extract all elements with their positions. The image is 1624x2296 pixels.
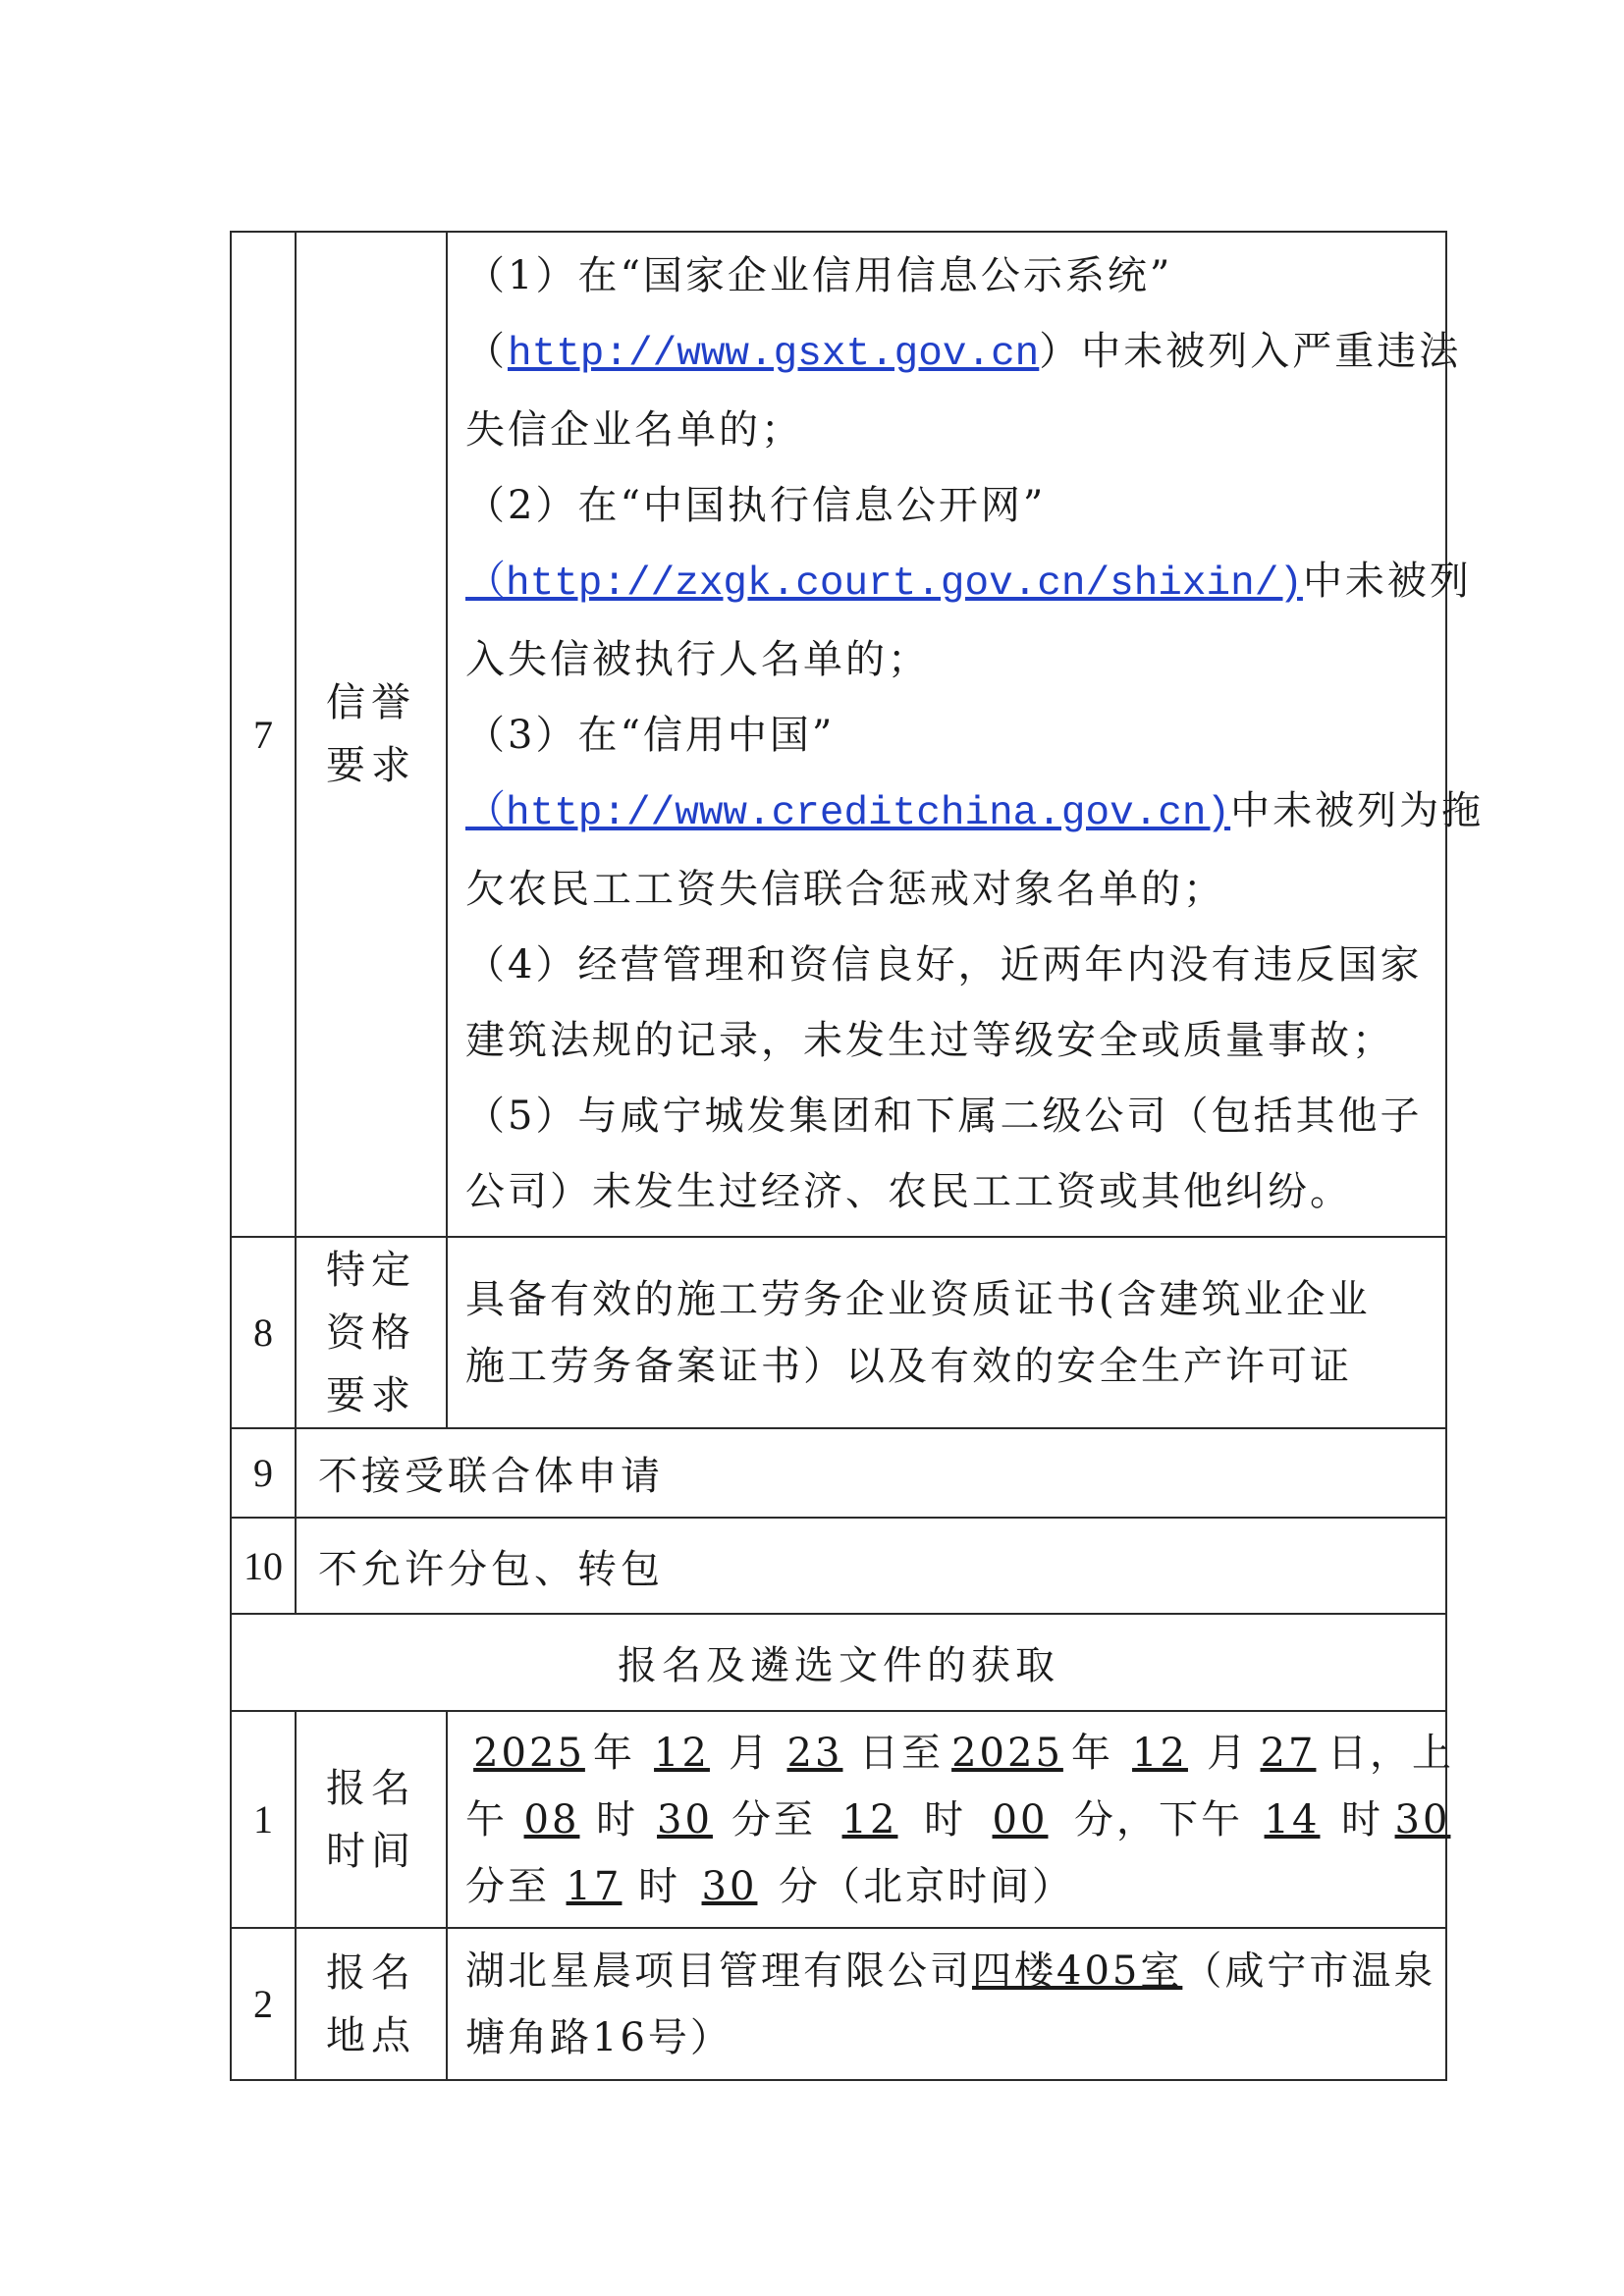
requirements-table <box>230 231 1485 2081</box>
url-link[interactable]: （http://www.creditchina.gov.cn) <box>465 791 1231 836</box>
row-label-line: 特定 <box>326 1247 416 1293</box>
credit-requirement-line <box>465 314 1462 393</box>
requirement-text: 中未被列 <box>1302 559 1472 604</box>
requirement-text: （2）在“中国执行信息公开网” <box>465 483 1047 528</box>
registration-time-cell <box>447 1711 1454 1928</box>
row-label-line: 报名 <box>326 1949 416 1996</box>
credit-requirement-line <box>465 1079 1432 1154</box>
year-char: 年 <box>1071 1730 1113 1776</box>
registration-time-line <box>465 1853 1432 1920</box>
min-pm-text: 分，下午 <box>1074 1796 1243 1842</box>
min-to-text: 分至 <box>731 1796 816 1842</box>
month-char: 月 <box>1207 1730 1249 1776</box>
row-number: 2 <box>231 1928 296 2080</box>
beijing-time-note: （北京时间） <box>821 1863 1074 1909</box>
noon-char: 午 <box>465 1796 508 1842</box>
credit-requirement-line <box>465 774 1485 852</box>
table-row <box>231 1518 1446 1614</box>
credit-requirement-line <box>465 239 1432 314</box>
table-row <box>231 1237 1446 1428</box>
requirement-text: （3）在“信用中国” <box>465 713 836 758</box>
day-am-text: 日，上 <box>1327 1730 1454 1776</box>
consortium-note: 不接受联合体申请 <box>296 1428 1446 1518</box>
credit-requirement-line <box>465 393 1432 468</box>
row-label-line: 资格 <box>326 1309 416 1356</box>
row-label-line: 时间 <box>326 1828 416 1874</box>
credit-requirement-line <box>465 622 1432 698</box>
url-link[interactable]: （http://zxgk.court.gov.cn/shixin/) <box>465 561 1303 607</box>
credit-requirement-line <box>465 544 1472 622</box>
month-char: 月 <box>729 1730 771 1776</box>
row-label-line: 地点 <box>326 2012 416 2058</box>
pm-end-hour: 17 <box>566 1863 623 1909</box>
table-row <box>231 232 1446 1237</box>
requirement-text: （4）经营管理和资信良好，近两年内没有违反国家 <box>465 942 1423 988</box>
requirement-text: （1）在“国家企业信用信息公示系统” <box>465 253 1173 298</box>
pm-start-minute: 30 <box>1394 1796 1451 1842</box>
hour-char: 时 <box>924 1796 966 1842</box>
row-label <box>296 232 447 1237</box>
requirement-text: 欠农民工工资失信联合惩戒对象名单的； <box>465 867 1225 912</box>
credit-requirement-line <box>465 928 1432 1003</box>
section-row <box>231 1614 1446 1711</box>
end-month: 12 <box>1132 1730 1188 1776</box>
row-number: 1 <box>231 1711 296 1928</box>
requirement-text: （5）与咸宁城发集团和下属二级公司（包括其他子 <box>465 1094 1423 1139</box>
row-label-line: 报名 <box>326 1765 416 1811</box>
row-label-line: 要求 <box>326 743 416 788</box>
registration-time-line <box>465 1720 1454 1787</box>
credit-requirement-line <box>465 1003 1432 1079</box>
credit-requirements-cell <box>447 232 1485 1237</box>
row-label-line: 要求 <box>326 1372 416 1418</box>
table-row <box>231 1928 1446 2080</box>
registration-location-cell <box>447 1928 1446 2080</box>
day-to-text: 日至 <box>859 1730 944 1776</box>
registration-time-line <box>465 1787 1451 1853</box>
row-label <box>296 1928 447 2080</box>
year-char: 年 <box>593 1730 635 1776</box>
min-to-text: 分至 <box>465 1863 550 1909</box>
hour-char: 时 <box>596 1796 638 1842</box>
requirement-text: 中未被列为拖 <box>1230 788 1485 833</box>
credit-requirements-text <box>465 239 1485 1230</box>
pm-start-hour: 14 <box>1264 1796 1321 1842</box>
credit-requirement-line <box>465 852 1432 928</box>
credit-requirement-line <box>465 468 1432 544</box>
start-month: 12 <box>654 1730 710 1776</box>
am-start-minute: 30 <box>657 1796 713 1842</box>
qualification-cell <box>447 1237 1446 1428</box>
row-number: 9 <box>231 1428 296 1518</box>
start-year: 2025 <box>473 1730 585 1776</box>
location-line <box>465 1938 1436 2004</box>
table-row <box>231 1428 1446 1518</box>
requirement-text: 入失信被执行人名单的； <box>465 637 930 682</box>
start-day: 23 <box>786 1730 843 1776</box>
end-day: 27 <box>1260 1730 1317 1776</box>
am-end-minute: 00 <box>992 1796 1049 1842</box>
room-number: 四楼405室 <box>972 1948 1183 1994</box>
pm-end-minute: 30 <box>701 1863 758 1909</box>
company-name: 湖北星晨项目管理有限公司 <box>465 1948 972 1994</box>
subcontract-note: 不允许分包、转包 <box>296 1518 1446 1614</box>
requirement-text: ）中未被列入严重违法 <box>1039 329 1462 374</box>
requirement-text: 失信企业名单的； <box>465 407 803 453</box>
hour-char: 时 <box>638 1863 680 1909</box>
row-number: 8 <box>231 1237 296 1428</box>
url-link[interactable]: http://www.gsxt.gov.cn <box>508 332 1040 377</box>
row-label-line: 信誉 <box>326 680 416 725</box>
row-label <box>296 1711 447 1928</box>
table-row <box>231 1711 1446 1928</box>
row-number: 10 <box>231 1518 296 1614</box>
row-number: 7 <box>231 232 296 1237</box>
section-title: 报名及遴选文件的获取 <box>231 1614 1446 1711</box>
credit-requirement-line <box>465 698 1432 774</box>
qualification-line: 施工劳务备案证书）以及有效的安全生产许可证 <box>465 1343 1352 1389</box>
end-year: 2025 <box>951 1730 1063 1776</box>
credit-requirement-line <box>465 1154 1432 1230</box>
minute-char: 分 <box>779 1863 821 1909</box>
qualification-line: 具备有效的施工劳务企业资质证书(含建筑业企业 <box>465 1276 1371 1322</box>
requirement-text: 建筑法规的记录，未发生过等级安全或质量事故； <box>465 1018 1394 1063</box>
address-part: （咸宁市温泉 <box>1182 1948 1436 1994</box>
requirement-text: 公司）未发生过经济、农民工工资或其他纠纷。 <box>465 1169 1352 1214</box>
am-end-hour: 12 <box>841 1796 898 1842</box>
am-start-hour: 08 <box>523 1796 580 1842</box>
hour-char: 时 <box>1341 1796 1383 1842</box>
row-label <box>296 1237 447 1428</box>
requirement-text: （ <box>465 329 508 374</box>
location-line: 塘角路16号） <box>465 2014 732 2060</box>
